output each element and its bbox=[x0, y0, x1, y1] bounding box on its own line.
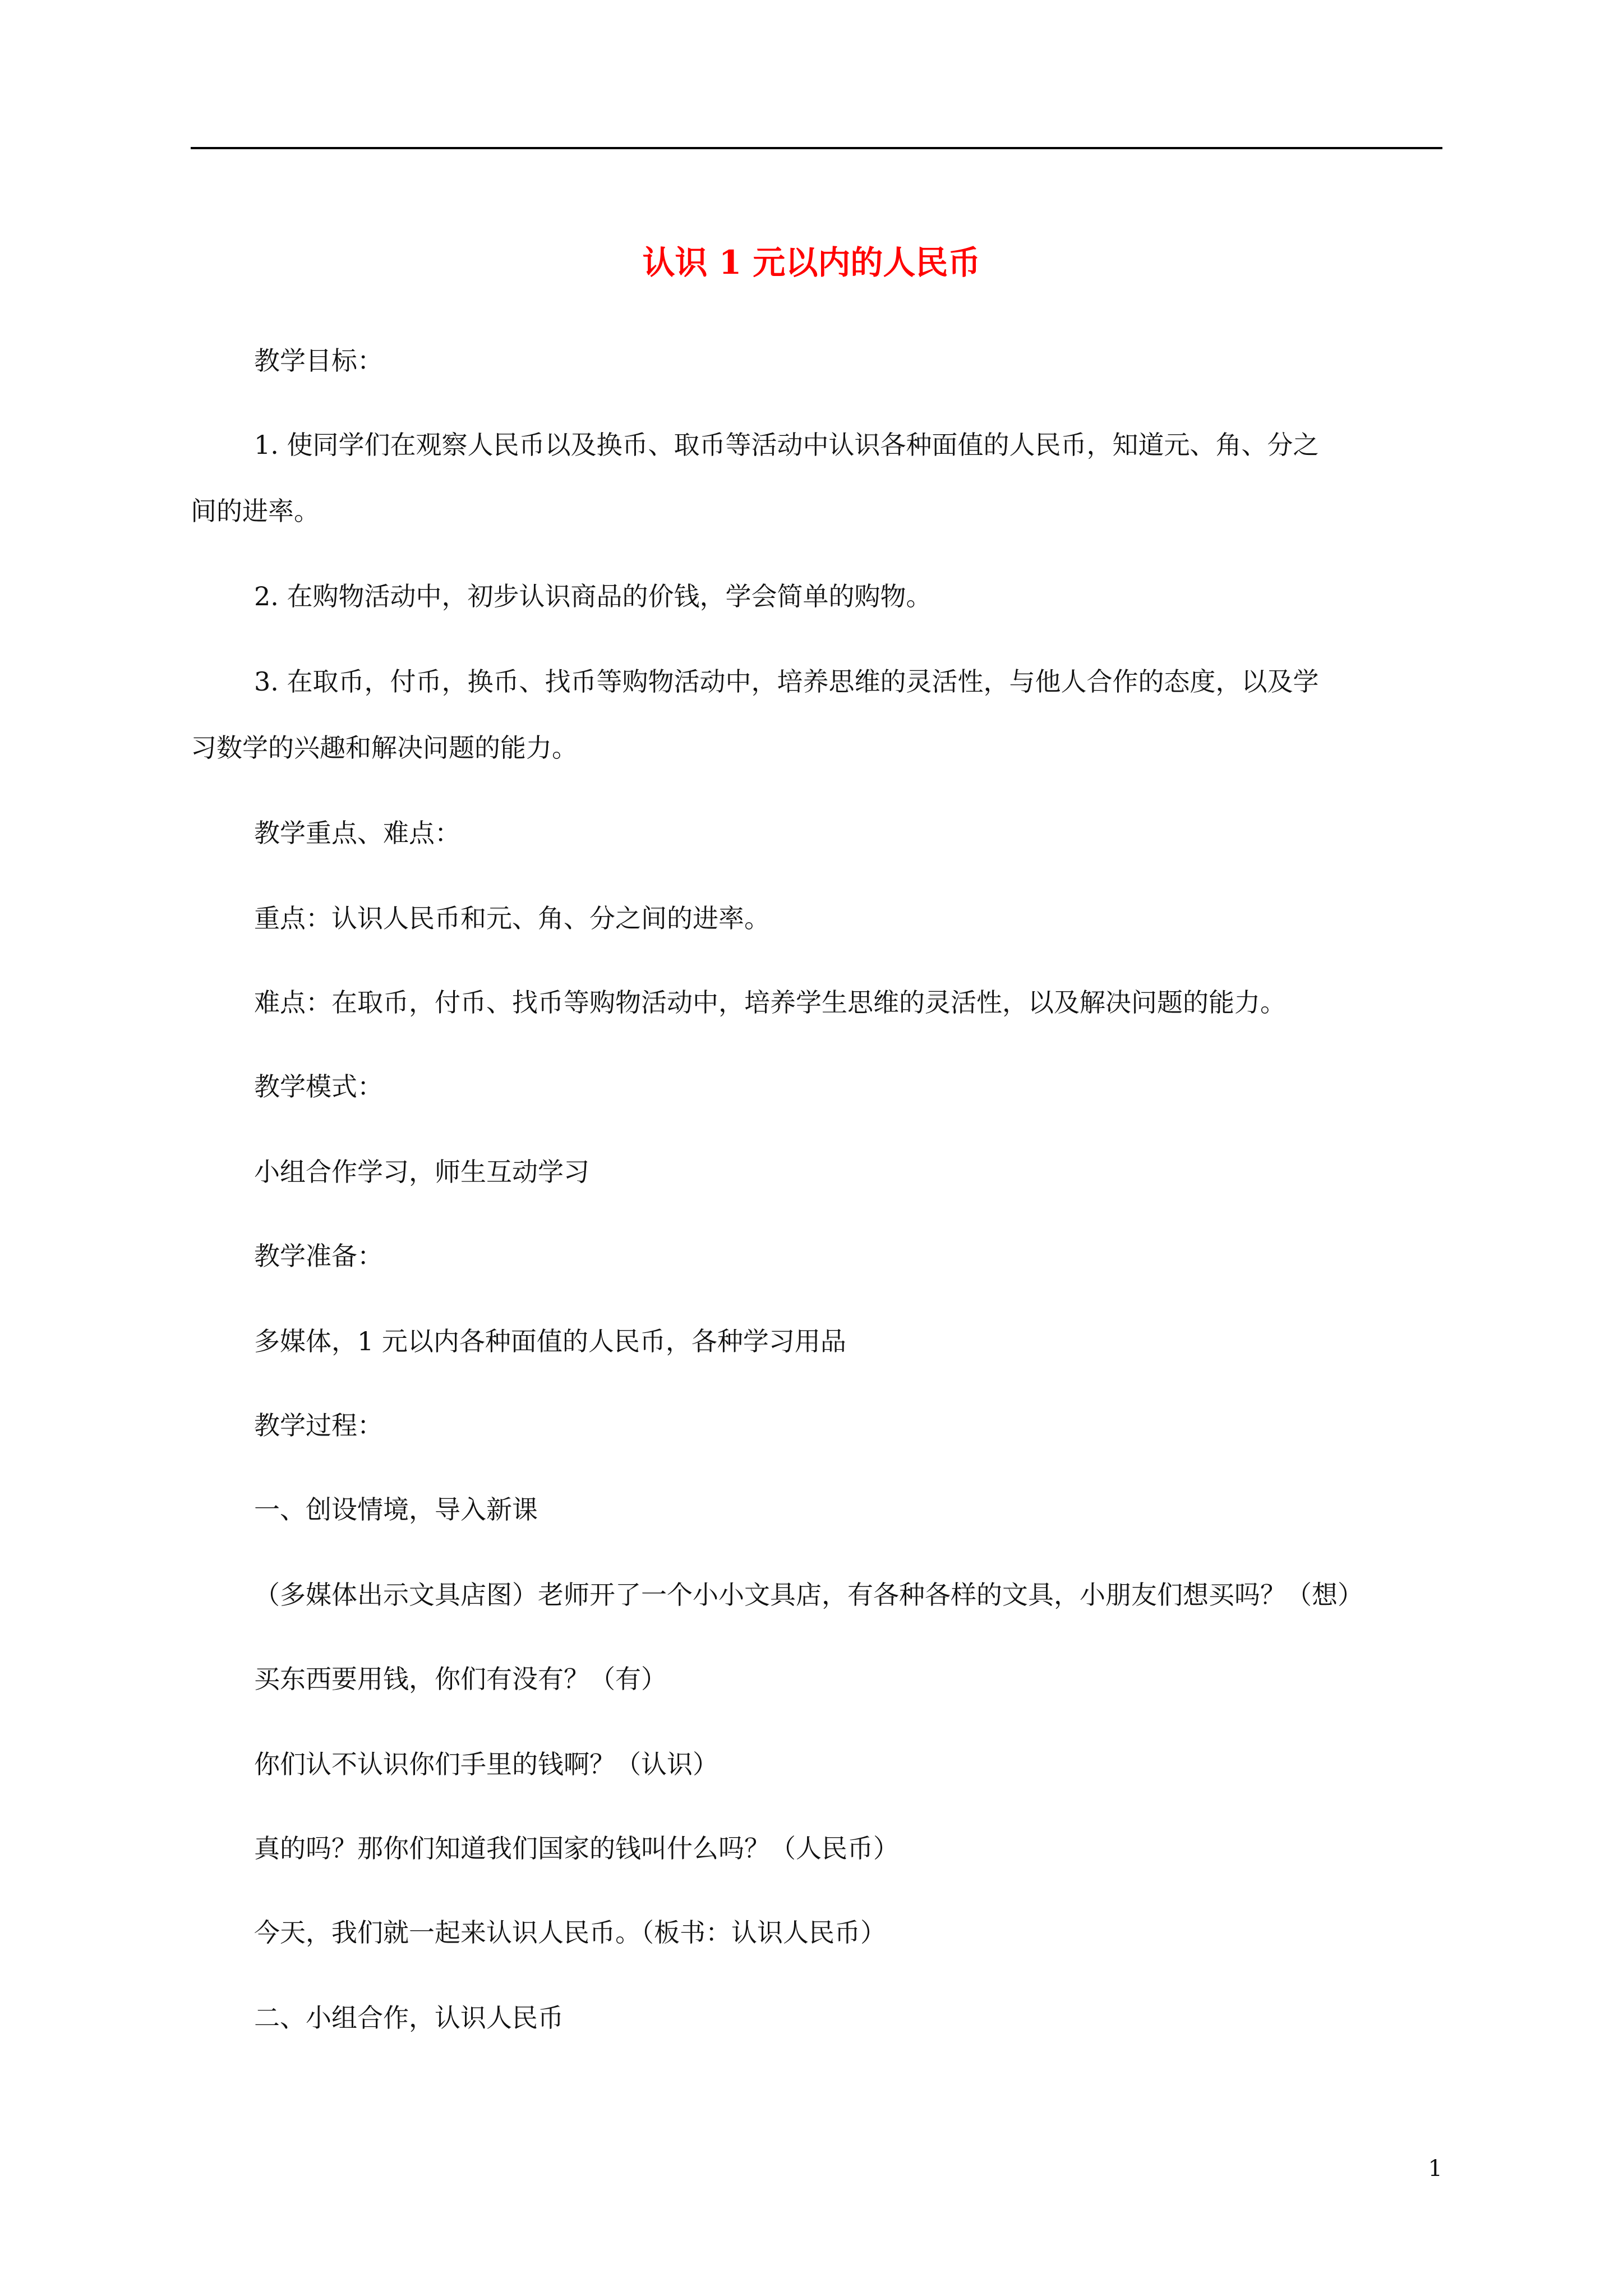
paragraph-objective-3-line-2: 习数学的兴趣和解决问题的能力。 bbox=[191, 733, 578, 763]
paragraph-dialogue-5: 今天，我们就一起来认识人民币。（板书：认识人民币） bbox=[254, 1917, 886, 1948]
paragraph-objective-3-line-1: 3. 在取币，付币，换币、找币等购物活动中，培养思维的灵活性，与他人合作的态度，以及学 bbox=[254, 666, 1319, 697]
paragraph-dialogue-1: （多媒体出示文具店图）老师开了一个小小文具店，有各种各样的文具，小朋友们想买吗？（想） bbox=[254, 1580, 1363, 1610]
paragraph-mode: 小组合作学习，师生互动学习 bbox=[254, 1157, 589, 1187]
paragraph-objective-1-line-2: 间的进率。 bbox=[191, 496, 320, 526]
paragraph-dialogue-4: 真的吗？那你们知道我们国家的钱叫什么吗？（人民币） bbox=[254, 1833, 899, 1864]
paragraph-mode-heading: 教学模式： bbox=[254, 1071, 383, 1102]
page-number: 1 bbox=[1428, 2156, 1442, 2182]
paragraph-section-2-heading: 二、小组合作，认识人民币 bbox=[254, 2003, 564, 2033]
paragraph-process-heading: 教学过程： bbox=[254, 1410, 383, 1441]
paragraph-dialogue-3: 你们认不认识你们手里的钱啊？（认识） bbox=[254, 1749, 718, 1779]
paragraph-objectives-heading: 教学目标： bbox=[254, 346, 383, 376]
paragraph-key-points-heading: 教学重点、难点： bbox=[254, 818, 460, 848]
paragraph-difficulty: 难点：在取币，付币、找币等购物活动中，培养学生思维的灵活性，以及解决问题的能力。 bbox=[254, 987, 1286, 1018]
document-title: 认识 1 元以内的人民币 bbox=[642, 243, 981, 282]
paragraph-objective-2: 2. 在购物活动中，初步认识商品的价钱，学会简单的购物。 bbox=[254, 581, 932, 611]
paragraph-section-1-heading: 一、创设情境，导入新课 bbox=[254, 1494, 538, 1525]
paragraph-key-point: 重点：认识人民币和元、角、分之间的进率。 bbox=[254, 903, 770, 933]
paragraph-preparation: 多媒体，1 元以内各种面值的人民币，各种学习用品 bbox=[254, 1326, 846, 1356]
paragraph-objective-1-line-1: 1. 使同学们在观察人民币以及换币、取币等活动中认识各种面值的人民币，知道元、角、分之 bbox=[254, 430, 1319, 460]
paragraph-preparation-heading: 教学准备： bbox=[254, 1241, 383, 1271]
paragraph-dialogue-2: 买东西要用钱，你们有没有？（有） bbox=[254, 1664, 667, 1694]
header-rule bbox=[191, 147, 1442, 149]
